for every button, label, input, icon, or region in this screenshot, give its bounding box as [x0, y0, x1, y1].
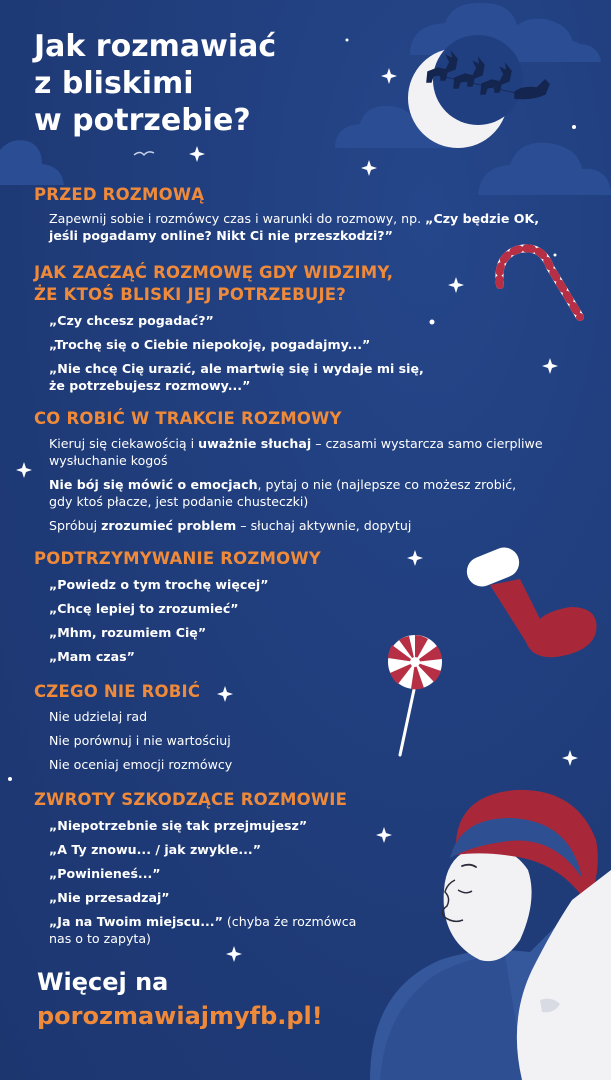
section-heading: JAK ZACZĄĆ ROZMOWĘ GDY WIDZIMY, ŻE KTOŚ BLISKI JEJ POTRZEBUJE? — [34, 263, 394, 304]
section-heading: PRZED ROZMOWĄ — [34, 185, 205, 204]
quote-item: „Mam czas” — [49, 649, 135, 664]
list-item: Nie udzielaj rad — [49, 709, 148, 724]
cloud-icon — [0, 140, 64, 185]
section-during-conversation — [34, 408, 543, 541]
page-title — [34, 28, 334, 139]
title-line: z bliskimi — [34, 66, 194, 101]
person-in-hat-illustration — [370, 790, 611, 1080]
section-items — [49, 576, 321, 665]
quote-item: „Powinieneś...” — [49, 866, 161, 881]
list-item: Spróbuj zrozumieć problem – słuchaj aktywnie, dopytuj — [49, 518, 412, 533]
section-heading: CZEGO NIE ROBIĆ — [34, 682, 201, 701]
title-line: Jak rozmawiać — [34, 29, 277, 64]
title-line: w potrzebie? — [34, 103, 251, 138]
section-what-not-to-do — [34, 681, 232, 780]
website-link[interactable]: porozmawiajmyfb.pl! — [37, 1002, 323, 1030]
section-items — [49, 708, 232, 773]
section-items — [49, 435, 543, 534]
quote-item: „Mhm, rozumiem Cię” — [49, 625, 207, 640]
quote-item: „Ja na Twoim miejscu...” (chyba że rozmówca nas o to zapyta) — [49, 914, 357, 946]
section-items — [49, 312, 424, 394]
section-items — [49, 817, 356, 947]
list-item: Nie porównuj i nie wartościuj — [49, 733, 231, 748]
list-item: Nie oceniaj emocji rozmówcy — [49, 757, 233, 772]
section-items — [49, 210, 539, 244]
section-heading: CO ROBIĆ W TRAKCIE ROZMOWY — [34, 409, 342, 428]
list-item: Nie bój się mówić o emocjach, pytaj o nie (najlepsze co możesz zrobić, gdy ktoś płacze, jest podanie chusteczki) — [49, 477, 517, 509]
quote-item: „A Ty znowu... / jak zwykle...” — [49, 842, 261, 857]
section-keeping-conversation — [34, 548, 321, 672]
section-harmful-phrases — [34, 789, 356, 954]
footer-text: Więcej na — [37, 968, 169, 996]
list-item: Zapewnij sobie i rozmówcy czas i warunki do rozmowy, np. „Czy będzie OK, jeśli pogadamy online? Nikt Ci nie przeszkodzi?” — [49, 211, 540, 243]
quote-item: „Chcę lepiej to zrozumieć” — [49, 601, 239, 616]
lollipop-icon — [388, 635, 442, 755]
bird-icon — [134, 152, 154, 155]
section-how-to-start — [34, 262, 424, 401]
section-heading: PODTRZYMYWANIE ROZMOWY — [34, 549, 321, 568]
footer-cta — [37, 965, 323, 1033]
christmas-stocking-icon — [462, 543, 596, 657]
list-item: Kieruj się ciekawością i uważnie słuchaj – czasami wystarcza samo cierpliwe wysłuchanie kogoś — [49, 436, 543, 468]
section-before-conversation — [34, 184, 539, 251]
quote-item: „Powiedz o tym trochę więcej” — [49, 577, 269, 592]
quote-item: „Niepotrzebnie się tak przejmujesz” — [49, 818, 308, 833]
quote-item: „Czy chcesz pogadać?” — [49, 313, 214, 328]
quote-item: „Nie chcę Cię urazić, ale martwię się i wydaje mi się, że potrzebujesz rozmowy...” — [49, 361, 424, 393]
quote-item: „Trochę się o Ciebie niepokoję, pogadajmy...” — [49, 337, 371, 352]
candy-cane-icon — [499, 248, 580, 317]
section-heading: ZWROTY SZKODZĄCE ROZMOWIE — [34, 790, 348, 809]
quote-item: „Nie przesadzaj” — [49, 890, 170, 905]
